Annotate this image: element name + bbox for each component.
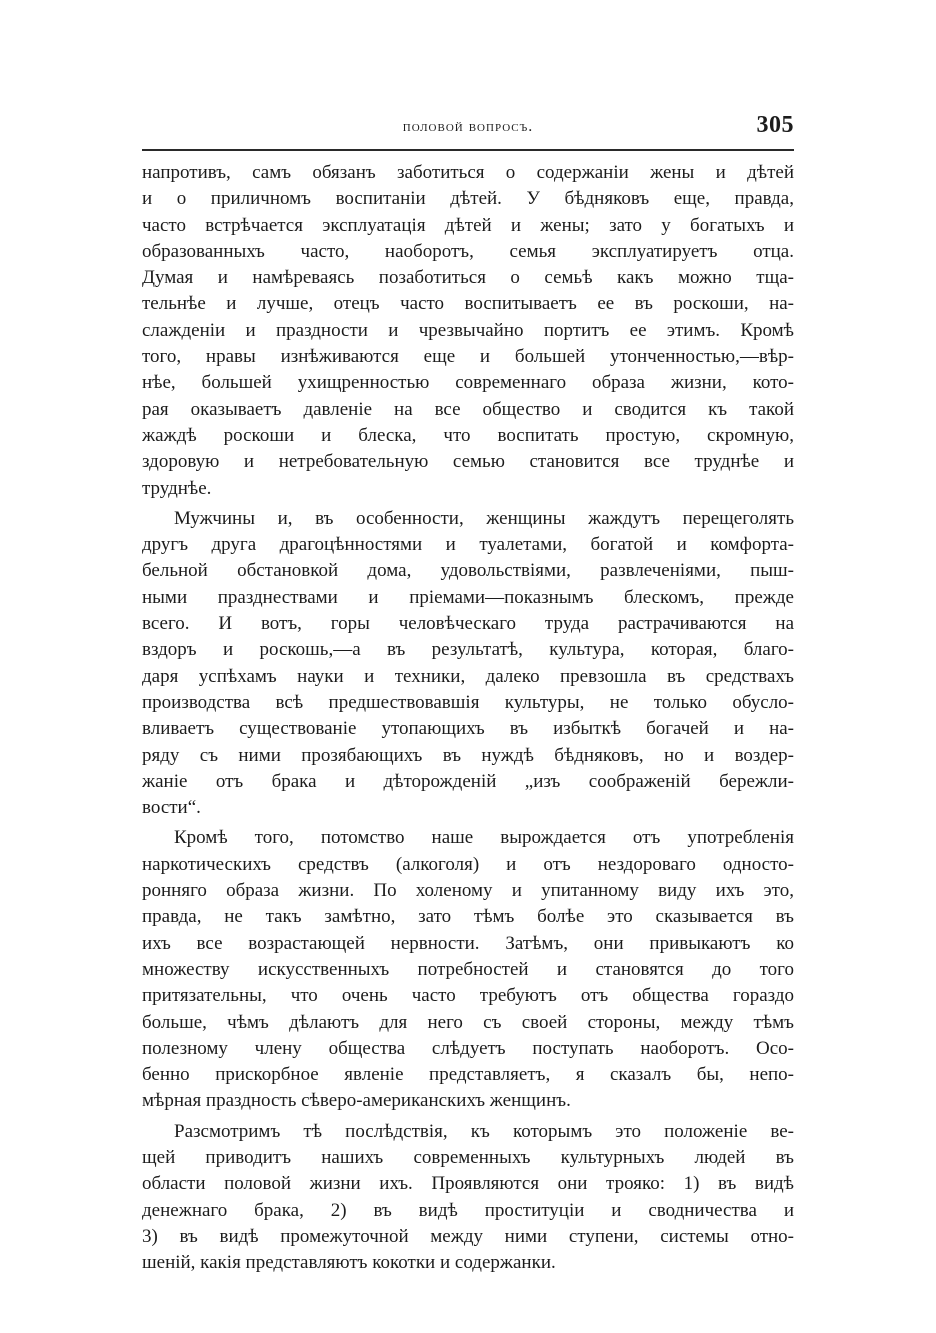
text-line: щей приводитъ нашихъ современныхъ культурныхъ людей въ — [142, 1146, 794, 1168]
running-title: половой вопросъ. — [402, 118, 534, 135]
text-line: другъ друга драгоцѣнностями и туалетами, богатой и комфорта- — [142, 534, 794, 556]
text-line: мѣрная праздность сѣверо-американскихъ женщинъ. — [142, 1090, 571, 1112]
text-line: часто встрѣчается эксплуатацiя дѣтей и жены; зато у богатыхъ и — [142, 214, 794, 236]
text-line: труднѣе. — [142, 477, 212, 499]
text-line: нѣе, большей ухищренностью современнаго образа жизни, кото- — [142, 372, 794, 394]
text-line: вздоръ и роскошь,—а въ результатѣ, культура, которая, благо- — [142, 639, 794, 661]
text-line: ихъ все возрастающей нервности. Затѣмъ, они привыкаютъ ко — [142, 932, 794, 954]
text-line: Думая и намѣреваясь позаботиться о семьѣ какъ можно тща- — [142, 267, 794, 289]
text-line: вости“. — [142, 797, 201, 819]
paragraph — [142, 160, 794, 502]
text-line: бельной обстановкой дома, удовольствiями, развлеченiями, пыш- — [142, 560, 794, 582]
text-line: слажденiи и праздности и чрезвычайно портитъ ее этимъ. Кромѣ — [142, 319, 794, 341]
text-line: образованныхъ часто, наоборотъ, семья эксплуатируетъ отца. — [142, 240, 794, 262]
text-line: множеству искусственныхъ потребностей и становятся до того — [142, 958, 794, 980]
paragraph — [142, 506, 794, 822]
text-line: Разсмотримъ тѣ послѣдствiя, къ которымъ это положенiе ве- — [174, 1120, 794, 1142]
body-text — [142, 160, 794, 1276]
text-line: и о приличномъ воспитанiи дѣтей. У бѣдняковъ еще, правда, — [142, 188, 794, 210]
paragraph — [142, 1119, 794, 1277]
text-line: напротивъ, самъ обязанъ заботиться о содержанiи жены и дѣтей — [142, 162, 794, 183]
text-line: бенно прискорбное явленiе представляетъ, я сказалъ бы, непо- — [142, 1064, 794, 1086]
text-line: здоровую и нетребовательную семью становится все труднѣе и — [142, 451, 794, 473]
text-line: правда, не такъ замѣтно, зато тѣмъ болѣе это сказывается въ — [142, 906, 794, 928]
header-rule — [142, 149, 794, 151]
running-head — [142, 112, 794, 142]
text-line: того, нравы изнѣживаются еще и большей утонченностью,—вѣр- — [142, 346, 794, 368]
text-line: больше, чѣмъ дѣлаютъ для него съ своей стороны, между тѣмъ — [142, 1011, 794, 1033]
text-line: полезному члену общества слѣдуетъ поступать наоборотъ. Осо- — [142, 1037, 794, 1059]
text-line: шенiй, какiя представляютъ кокотки и содержанки. — [142, 1252, 556, 1274]
text-line: вливаетъ существованiе утопающихъ въ избыткѣ богачей и на- — [142, 718, 794, 740]
text-line: ными празднествами и прiемами—показнымъ блескомъ, прежде — [142, 586, 794, 608]
paragraph — [142, 825, 794, 1114]
text-line: ряду съ ними прозябающихъ въ нуждѣ бѣдняковъ, но и воздер- — [142, 744, 794, 766]
text-line: производства всѣ предшествовавшiя культуры, не только обусло- — [142, 691, 794, 713]
text-line: притязательны, что очень часто требуютъ отъ общества гораздо — [142, 985, 794, 1007]
text-line: жаждѣ роскоши и блеска, что воспитать простую, скромную, — [142, 424, 794, 446]
text-line: жанiе отъ брака и дѣторожденiй „изъ соображенiй бережли- — [142, 770, 794, 792]
text-line: тельнѣе и лучше, отецъ часто воспитываетъ ее въ роскоши, на- — [142, 293, 794, 315]
text-line: рая оказываетъ давленiе на все общество и сводится къ такой — [142, 398, 794, 420]
text-line: наркотическихъ средствъ (алкоголя) и отъ нездороваго односто- — [142, 853, 794, 875]
page-number: 305 — [756, 112, 794, 138]
text-line: области половой жизни ихъ. Проявляются они трояко: 1) въ видѣ — [142, 1173, 794, 1195]
text-line: денежнаго брака, 2) въ видѣ проституцiи и сводничества и — [142, 1199, 794, 1221]
text-line: Кромѣ того, потомство наше вырождается отъ употребленiя — [174, 827, 794, 849]
text-line: Мужчины и, въ особенности, женщины жаждутъ перещеголять — [174, 507, 794, 529]
text-line: даря успѣхамъ науки и техники, далеко превзошла въ средствахъ — [142, 665, 794, 687]
text-line: всего. И вотъ, горы человѣческаго труда растрачиваются на — [142, 613, 794, 635]
text-line: 3) въ видѣ промежуточной между ними ступени, системы отно- — [142, 1225, 794, 1247]
text-line: ронняго образа жизни. По холеному и упитанному виду ихъ это, — [142, 880, 794, 902]
